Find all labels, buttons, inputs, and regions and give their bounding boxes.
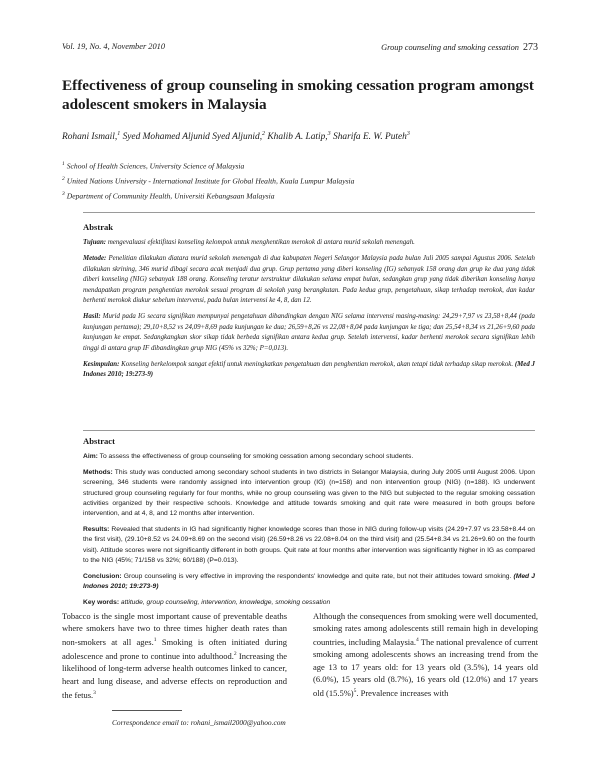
affiliation-list (62, 158, 542, 203)
citation-ref: 3 (93, 689, 96, 696)
abstrak-tujuan-text: mengevaluasi efektifitasi konseling kelompok untuk menghentikan merokok di antara murid sekolah menengah. (106, 239, 415, 246)
correspondence-email: Correspondence email to: rohani_ismail2000@yahoo.com (112, 718, 286, 727)
affiliation-text: School of Health Sciences, University Science of Malaysia (66, 161, 245, 171)
citation-ref: 5 (353, 688, 357, 695)
abstrak-hasil-label: Hasil: (83, 313, 101, 321)
abstract-conclusion (83, 572, 535, 592)
section-divider (83, 212, 535, 213)
author-name: Khalib A. Latip, (265, 132, 328, 143)
body-column-left (62, 610, 287, 701)
abstrak-metode-text: Penelitian dilakukan diatara murid sekolah menengah di dua kabupaten Negeri Selangor Malaysia pada bulan Juli 2005 sampai Agustus 2006. Setelah dilakukan skrining, 346 murid dibagi secara acak menjadi dua grup. Grup pertama yang diberi konseling (IG) sebanyak 158 orang dan grup ke dua yang tidak diberi konseling (NIG) sebanyak 188 orang. Konseling teratur terstruktur dilakukan selama empat bulan, sedangkan grup yang tidak diberikan konseling hanya mendapatkan program penghentian merokok sesuai program di sekolah yang berangkutan. Pada kedua grup, pengetahuan, sikap terhadap merokok, dan kadar berhenti merokok diukur sebelum intervensi, pada bulan intervensi ke 4, 8, dan 12. (83, 255, 535, 305)
author-affiliation-mark: 1 (117, 131, 121, 137)
abstract-conclusion-text: Group counseling is very effective in improving the respondents' knowledge and quite rate, but not their attitudes toward smoking. (121, 573, 512, 581)
abstract-results-text: Revealed that students in IG had significantly higher knowledge scores than those in NIG during follow-up visits (24.29+7.97 vs 23.58+8.44 on the first visit), (29.10+8.52 vs 24.09+8.69 on the second visit) (26.59+8.26 vs 22.08+8.04 on the third visit) and (25.54+8.34 vs 21.26+9.60 on the fourth visit). Attitude scores were not significantly different in both groups. Quit rate at four months after intervention was significantly higher in IG as compared to the NIG (45%; 71/158 vs 32%; 60/188) (P=0.013). (83, 526, 535, 564)
affiliation-item (62, 173, 542, 188)
body-text: Tobacco is the single most important cause of preventable deaths where smokers have two to three times higher death rates than non-smokers at all ages. (62, 611, 287, 648)
abstrak-tujuan (83, 238, 535, 248)
citation-ref: 1 (153, 637, 157, 644)
running-title (381, 42, 538, 53)
abstract-section (83, 436, 535, 615)
abstrak-metode (83, 254, 535, 306)
abstract-heading: Abstract (83, 436, 115, 446)
abstract-results (83, 525, 535, 566)
abstract-aim-label: Aim: (83, 453, 98, 460)
author-affiliation-mark: 3 (327, 131, 331, 137)
keywords-text: attitude, group counseling, intervention, knowledge, smoking cessation (119, 599, 331, 607)
keywords-label: Key words: (83, 599, 120, 607)
author-name: Rohani Ismail, (62, 132, 118, 143)
author-name: Syed Mohamed Aljunid Syed Aljunid, (120, 132, 263, 143)
body-text: . Prevalence increases with (356, 687, 449, 698)
abstract-keywords (83, 598, 535, 608)
section-divider (83, 430, 535, 431)
abstract-methods (83, 468, 535, 519)
abstrak-hasil-text: Murid pada IG secara signifikan mempunyai pengetahuan dibandingkan dengan NIG selama intervensi masing-masing: 24,29+7,97 vs 23,58+8,44 (pada kunjungan pertama); 29,10+8,52 vs 24,09+8,69 pada kunjungan ke dua; 26,59+8,26 vs 22,08+8,04 pada kunjungan ke tiga; dan 25,54+8,34 vs 21,26+9,60 pada kunjungan ke empat. Sedangkangkan skor sikap tidak berbeda signifikan antara kedua grup. Setelah intervensi, kadar berhenti merokok secara signifikan lebih tinggi di antara grup IF dibandingkan grup NIG (45% vs 32%; P=0,013). (83, 313, 535, 352)
body-text: Smoking is often initiated during adolescence and prone to continue into adulthood. (62, 637, 287, 662)
abstrak-metode-label: Metode: (83, 255, 107, 263)
abstrak-kesimpulan-text: Konseling berkelompok sangat efektif untuk meningkatkan pengetahuan dan penghentian merokok, akan tetapi tidak terhadap sikap merokok. (119, 361, 514, 369)
abstract-conclusion-label: Conclusion: (83, 573, 122, 581)
running-head (62, 42, 538, 56)
affiliation-text: Department of Community Health, Universiti Kebangsaan Malaysia (66, 191, 275, 201)
page-number: 273 (523, 42, 538, 53)
body-text: The national prevalence of current smoking among adolescents shows an increasing trend from the age 13 to 17 years old: for 13 years old (3.5%), 14 years old (6.0%), 15 years old (8.7%), 16 years old (12.0%) and 17 years old (15.5%) (313, 637, 538, 698)
affiliation-mark: 3 (62, 191, 65, 198)
author-affiliation-mark: 3 (406, 131, 410, 137)
abstrak-kesimpulan (83, 360, 535, 381)
abstrak-citation: (Med J Indones 2010; 19:273-9) (83, 361, 535, 379)
abstract-citation: (Med J Indones 2010; 19:273-9) (83, 573, 535, 591)
abstract-aim-text: To assess the effectiveness of group counseling for smoking cessation among secondary school students. (97, 453, 414, 460)
author-affiliation-mark: 2 (262, 131, 266, 137)
abstrak-heading: Abstrak (83, 222, 114, 232)
abstract-aim (83, 452, 535, 462)
affiliation-item (62, 158, 542, 173)
citation-ref: 4 (416, 637, 419, 644)
affiliation-mark: 1 (62, 161, 65, 167)
body-column-right (313, 610, 538, 699)
affiliation-text: United Nations University - International Institute for Global Health, Kuala Lumpur Malaysia (66, 176, 355, 186)
running-title-text: Group counseling and smoking cessation (381, 43, 519, 52)
author-name: Sharifa E. W. Puteh (330, 132, 407, 143)
affiliation-item (62, 188, 542, 203)
body-text: Although the consequences from smoking were well documented, smoking rates among adolescents still remain high in developing countries, including Malaysia. (313, 611, 538, 648)
abstrak-hasil (83, 312, 535, 354)
body-text: Increasing the likelihood of long-term adverse health outcomes linked to cancer, heart and lung disease, and adverse effects on reproduction and the fetus. (62, 651, 287, 700)
abstrak-kesimpulan-label: Kesimpulan: (83, 361, 120, 369)
affiliation-mark: 2 (62, 176, 65, 183)
abstract-results-label: Results: (83, 526, 110, 534)
article-title: Effectiveness of group counseling in smoking cessation program amongst adolescent smokers in Malaysia (62, 77, 534, 113)
abstract-methods-label: Methods: (83, 469, 113, 477)
abstrak-section (83, 222, 535, 387)
author-list (62, 131, 542, 142)
citation-ref: 2 (233, 651, 237, 658)
abstract-methods-text: This study was conducted among secondary school students in two districts in Selangor Malaysia, during July 2005 until August 2006. Upon screening, 346 students were randomly assigned into intervention group (IG) (n=158) and non intervention group (NIG) (n=188). IG underwent structured group counseling regularly for four months, while no group counseling was given to the NIG but subjected to the regular smoking cessation activities organized by their respective schools. Knowledge and attitude towards smoking and quit rate were measured in both groups before intervention, and at 4, 8, and 12 months after intervention. (83, 469, 535, 518)
journal-volume: Vol. 19, No. 4, November 2010 (62, 42, 166, 51)
footnote-rule (112, 710, 182, 711)
abstrak-tujuan-label: Tujuan: (83, 239, 107, 246)
